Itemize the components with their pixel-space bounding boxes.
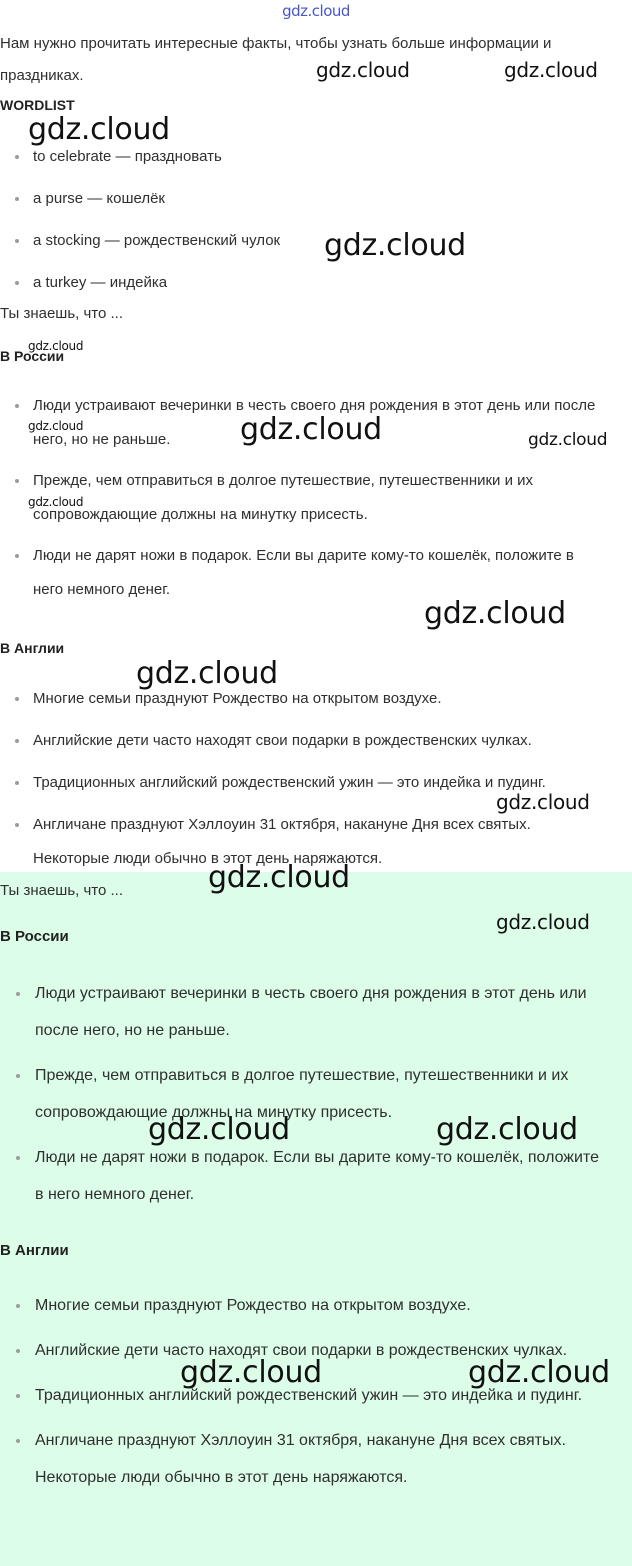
watermark: gdz.cloud <box>316 58 410 82</box>
bullet-icon <box>16 992 20 996</box>
list-item: Английские дети часто находят свои подарки в рождественских чулках. <box>0 724 600 758</box>
watermark: gdz.cloud <box>436 1112 578 1147</box>
bullet-icon <box>15 239 19 243</box>
bullet-icon <box>16 1394 20 1398</box>
watermark: gdz.cloud <box>180 1355 322 1390</box>
list-item: Традиционных английский рождественский ужин — это индейка и пудинг. <box>0 766 600 800</box>
russia-title: В России <box>0 928 69 945</box>
list-item: Англичане празднуют Хэллоуин 31 октября, накануне Дня всех святых. Некоторые люди обычно в этот день наряжаются. <box>0 1422 600 1496</box>
bullet-icon <box>15 479 19 483</box>
watermark: gdz.cloud <box>468 1355 610 1390</box>
bullet-icon <box>15 554 19 558</box>
watermark: gdz.cloud <box>504 58 598 82</box>
list-item: to celebrate — праздновать <box>0 140 600 182</box>
list-item: Многие семьи празднуют Рождество на открытом воздухе. <box>0 1287 600 1324</box>
watermark: gdz.cloud <box>424 596 566 631</box>
bullet-icon <box>16 1349 20 1353</box>
watermark: gdz.cloud <box>496 910 590 934</box>
watermark: gdz.cloud <box>28 495 84 509</box>
list-item: Прежде, чем отправиться в долгое путешествие, путешественники и их сопровождающие должны на минутку присесть. <box>0 1057 600 1131</box>
list-item: a turkey — индейка <box>0 266 600 308</box>
bullet-icon <box>15 823 19 827</box>
bullet-icon <box>15 739 19 743</box>
england-facts-list <box>0 1287 600 1504</box>
list-item: Многие семьи празднуют Рождество на открытом воздухе. <box>0 682 600 716</box>
list-item: Англичане празднуют Хэллоуин 31 октября, накануне Дня всех святых. Некоторые люди обычно в этот день наряжаются. <box>0 808 600 876</box>
england-facts-list <box>0 682 600 884</box>
wordlist <box>0 140 600 308</box>
watermark: gdz.cloud <box>28 112 170 147</box>
list-item: a purse — кошелёк <box>0 182 600 224</box>
wordlist-title: WORDLIST <box>0 97 75 113</box>
list-item: Люди не дарят ножи в подарок. Если вы дарите кому-то кошелёк, положите в него немного денег. <box>0 1139 600 1213</box>
bullet-icon <box>15 155 19 159</box>
watermark: gdz.cloud <box>28 339 84 353</box>
russia-title: В России <box>0 348 65 364</box>
england-title: В Англии <box>0 1242 69 1259</box>
bullet-icon <box>15 281 19 285</box>
watermark: gdz.cloud <box>28 419 84 433</box>
bullet-icon <box>16 1439 20 1443</box>
bullet-icon <box>15 781 19 785</box>
bullet-icon <box>15 197 19 201</box>
list-item: Люди устраивают вечеринки в честь своего дня рождения в этот день или после него, но не раньше. <box>0 389 600 457</box>
facts-heading: Ты знаешь, что ... <box>0 882 124 899</box>
list-item: a stocking — рождественский чулок <box>0 224 600 266</box>
intro-text: Нам нужно прочитать интересные факты, чтобы узнать больше информации и праздниках. <box>0 35 552 84</box>
bullet-icon <box>16 1156 20 1160</box>
watermark: gdz.cloud <box>324 228 466 263</box>
facts-heading: Ты знаешь, что ... <box>0 305 124 322</box>
watermark: gdz.cloud <box>528 430 608 450</box>
bullet-icon <box>15 697 19 701</box>
answer-section <box>0 872 632 1566</box>
watermark: gdz.cloud <box>496 790 590 814</box>
bullet-icon <box>16 1304 20 1308</box>
watermark: gdz.cloud <box>148 1112 290 1147</box>
bullet-icon <box>16 1074 20 1078</box>
list-item: Традиционных английский рождественский ужин — это индейка и пудинг. <box>0 1377 600 1414</box>
site-logo[interactable]: gdz.cloud <box>282 2 350 20</box>
watermark: gdz.cloud <box>136 656 278 691</box>
bullet-icon <box>15 404 19 408</box>
russia-facts-list <box>0 975 600 1221</box>
watermark: gdz.cloud <box>208 860 350 895</box>
list-item: Прежде, чем отправиться в долгое путешествие, путешественники и их сопровождающие должны на минутку присесть. <box>0 464 600 532</box>
england-title: В Англии <box>0 640 65 656</box>
list-item: Люди устраивают вечеринки в честь своего дня рождения в этот день или после него, но не раньше. <box>0 975 600 1049</box>
list-item: Люди не дарят ножи в подарок. Если вы дарите кому-то кошелёк, положите в него немного денег. <box>0 539 600 607</box>
list-item: Английские дети часто находят свои подарки в рождественских чулках. <box>0 1332 600 1369</box>
watermark: gdz.cloud <box>240 412 382 447</box>
